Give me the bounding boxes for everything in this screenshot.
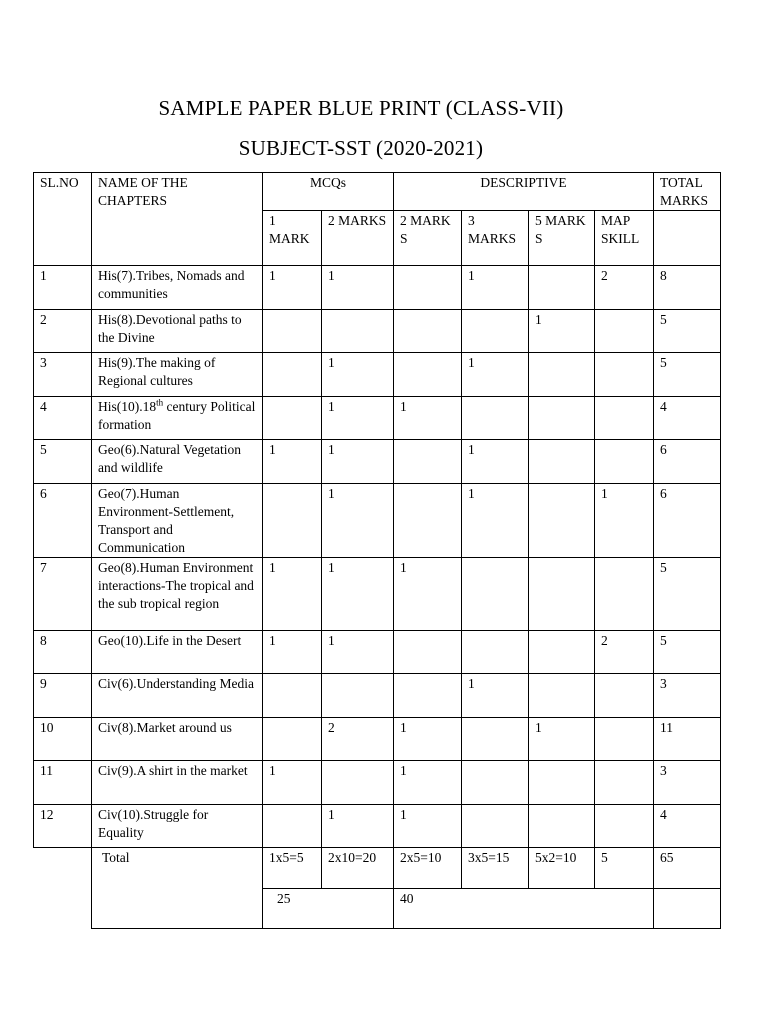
table-row bbox=[34, 558, 721, 631]
cell-mcq-1 bbox=[263, 718, 322, 761]
cell-map: 2 bbox=[595, 631, 654, 674]
cell-map bbox=[595, 718, 654, 761]
cell-map bbox=[595, 310, 654, 353]
table-row bbox=[34, 310, 721, 353]
cell-mcq-1 bbox=[263, 397, 322, 440]
cell-mcq-2: 1 bbox=[322, 558, 394, 631]
cell-desc-3: 1 bbox=[462, 353, 529, 397]
cell-total: 3 bbox=[654, 674, 721, 718]
cell-mcq-2 bbox=[322, 674, 394, 718]
cell-desc-2: 1 bbox=[394, 397, 462, 440]
cell-chapter: Civ(10).Struggle for Equality bbox=[92, 805, 263, 848]
cell-desc-2 bbox=[394, 440, 462, 484]
cell-desc-2 bbox=[394, 674, 462, 718]
cell-total: 5 bbox=[654, 353, 721, 397]
table-row bbox=[34, 674, 721, 718]
cell-slno: 4 bbox=[34, 397, 92, 440]
cell-desc-5 bbox=[529, 397, 595, 440]
cell-mcq-2: 1 bbox=[322, 397, 394, 440]
cell-slno: 7 bbox=[34, 558, 92, 631]
cell-slno: 1 bbox=[34, 266, 92, 310]
table-row bbox=[34, 484, 721, 558]
cell-desc-5 bbox=[529, 266, 595, 310]
cell-desc-2: 1 bbox=[394, 761, 462, 805]
cell-map: 2 bbox=[595, 266, 654, 310]
cell-mcq-1 bbox=[263, 310, 322, 353]
subheader-desc-2-marks: 2 MARK S bbox=[394, 211, 462, 266]
subheader-desc-5-marks: 5 MARK S bbox=[529, 211, 595, 266]
total-desc-5: 5x2=10 bbox=[529, 848, 595, 889]
subheader-mcq-1-mark: 1 MARK bbox=[263, 211, 322, 266]
cell-mcq-1 bbox=[263, 674, 322, 718]
cell-total: 5 bbox=[654, 631, 721, 674]
cell-chapter: His(7).Tribes, Nomads and communities bbox=[92, 266, 263, 310]
cell-mcq-2: 2 bbox=[322, 718, 394, 761]
blueprint-table bbox=[33, 172, 721, 929]
ordinal-suffix: th bbox=[156, 397, 164, 408]
cell-map bbox=[595, 558, 654, 631]
cell-chapter: Civ(9).A shirt in the market bbox=[92, 761, 263, 805]
header-descriptive: DESCRIPTIVE bbox=[394, 173, 654, 211]
table-row bbox=[34, 718, 721, 761]
cell-desc-3: 1 bbox=[462, 674, 529, 718]
chapter-name-part: His(10).18 bbox=[98, 399, 157, 414]
table-row bbox=[34, 805, 721, 848]
cell-total: 6 bbox=[654, 484, 721, 558]
table-row bbox=[34, 266, 721, 310]
cell-desc-2 bbox=[394, 310, 462, 353]
cell-chapter: Civ(6).Understanding Media bbox=[92, 674, 263, 718]
cell-desc-3 bbox=[462, 805, 529, 848]
total-blank-slno bbox=[34, 848, 92, 929]
cell-desc-3: 1 bbox=[462, 440, 529, 484]
cell-total: 6 bbox=[654, 440, 721, 484]
cell-chapter: Geo(8).Human Environment interactions-The tropical and the sub tropical region bbox=[92, 558, 263, 631]
subheader-map-skill: MAP SKILL bbox=[595, 211, 654, 266]
cell-desc-5 bbox=[529, 761, 595, 805]
cell-map bbox=[595, 805, 654, 848]
cell-chapter: Geo(10).Life in the Desert bbox=[92, 631, 263, 674]
cell-desc-2: 1 bbox=[394, 558, 462, 631]
cell-desc-3: 1 bbox=[462, 484, 529, 558]
cell-total: 3 bbox=[654, 761, 721, 805]
table-row bbox=[34, 353, 721, 397]
cell-mcq-2: 1 bbox=[322, 631, 394, 674]
table-row bbox=[34, 440, 721, 484]
cell-slno: 3 bbox=[34, 353, 92, 397]
table-body bbox=[34, 173, 721, 929]
total-map: 5 bbox=[595, 848, 654, 889]
cell-desc-5: 1 bbox=[529, 310, 595, 353]
cell-mcq-1: 1 bbox=[263, 440, 322, 484]
cell-mcq-1 bbox=[263, 805, 322, 848]
cell-desc-2 bbox=[394, 631, 462, 674]
cell-map bbox=[595, 353, 654, 397]
cell-total: 4 bbox=[654, 805, 721, 848]
cell-chapter bbox=[92, 397, 263, 440]
header-mcqs: MCQs bbox=[263, 173, 394, 211]
cell-slno: 11 bbox=[34, 761, 92, 805]
cell-total: 5 bbox=[654, 310, 721, 353]
cell-mcq-1: 1 bbox=[263, 761, 322, 805]
cell-mcq-1 bbox=[263, 353, 322, 397]
total-desc-2: 2x5=10 bbox=[394, 848, 462, 889]
cell-mcq-2: 1 bbox=[322, 484, 394, 558]
cell-slno: 6 bbox=[34, 484, 92, 558]
cell-slno: 2 bbox=[34, 310, 92, 353]
cell-desc-5 bbox=[529, 484, 595, 558]
cell-slno: 5 bbox=[34, 440, 92, 484]
total-grand: 65 bbox=[654, 848, 721, 889]
cell-desc-3 bbox=[462, 761, 529, 805]
cell-slno: 9 bbox=[34, 674, 92, 718]
cell-chapter: His(8).Devotional paths to the Divine bbox=[92, 310, 263, 353]
cell-mcq-2: 1 bbox=[322, 266, 394, 310]
cell-chapter: Civ(8).Market around us bbox=[92, 718, 263, 761]
cell-desc-5 bbox=[529, 631, 595, 674]
total-mcq-2: 2x10=20 bbox=[322, 848, 394, 889]
cell-desc-2 bbox=[394, 266, 462, 310]
cell-desc-3 bbox=[462, 310, 529, 353]
page-title: SAMPLE PAPER BLUE PRINT (CLASS-VII) bbox=[158, 96, 564, 120]
cell-mcq-1 bbox=[263, 484, 322, 558]
cell-desc-2: 1 bbox=[394, 805, 462, 848]
page-subtitle: SUBJECT-SST (2020-2021) bbox=[238, 136, 484, 160]
cell-desc-3: 1 bbox=[462, 266, 529, 310]
header-row bbox=[34, 173, 721, 211]
cell-map bbox=[595, 761, 654, 805]
cell-desc-5 bbox=[529, 805, 595, 848]
cell-map bbox=[595, 674, 654, 718]
cell-map bbox=[595, 440, 654, 484]
cell-desc-3 bbox=[462, 631, 529, 674]
cell-desc-5 bbox=[529, 674, 595, 718]
cell-desc-3 bbox=[462, 718, 529, 761]
cell-mcq-2: 1 bbox=[322, 805, 394, 848]
cell-desc-5 bbox=[529, 353, 595, 397]
total-row bbox=[34, 848, 721, 889]
subtotal-descriptive: 40 bbox=[394, 889, 654, 929]
header-total-marks: TOTAL MARKS bbox=[654, 173, 721, 211]
cell-map: 1 bbox=[595, 484, 654, 558]
total-label: Total bbox=[92, 848, 263, 929]
cell-slno: 8 bbox=[34, 631, 92, 674]
cell-mcq-1: 1 bbox=[263, 266, 322, 310]
cell-map bbox=[595, 397, 654, 440]
cell-total: 4 bbox=[654, 397, 721, 440]
table-row bbox=[34, 631, 721, 674]
subtotal-mcq: 25 bbox=[263, 889, 394, 929]
table-row bbox=[34, 397, 721, 440]
subheader-mcq-2-marks: 2 MARKS bbox=[322, 211, 394, 266]
cell-total: 11 bbox=[654, 718, 721, 761]
cell-slno: 10 bbox=[34, 718, 92, 761]
cell-desc-5 bbox=[529, 558, 595, 631]
cell-desc-2 bbox=[394, 484, 462, 558]
cell-desc-5 bbox=[529, 440, 595, 484]
subheader-desc-3-marks: 3 MARKS bbox=[462, 211, 529, 266]
cell-mcq-1: 1 bbox=[263, 631, 322, 674]
subtotal-blank bbox=[654, 889, 721, 929]
cell-desc-5: 1 bbox=[529, 718, 595, 761]
cell-desc-3 bbox=[462, 397, 529, 440]
total-desc-3: 3x5=15 bbox=[462, 848, 529, 889]
subheader-total-empty bbox=[654, 211, 721, 266]
total-mcq-1: 1x5=5 bbox=[263, 848, 322, 889]
cell-mcq-1: 1 bbox=[263, 558, 322, 631]
cell-mcq-2: 1 bbox=[322, 440, 394, 484]
header-slno: SL.NO bbox=[34, 173, 92, 266]
cell-total: 8 bbox=[654, 266, 721, 310]
cell-desc-2 bbox=[394, 353, 462, 397]
cell-chapter: Geo(7).Human Environment-Settlement, Transport and Communication bbox=[92, 484, 263, 558]
cell-desc-3 bbox=[462, 558, 529, 631]
cell-desc-2: 1 bbox=[394, 718, 462, 761]
cell-chapter: Geo(6).Natural Vegetation and wildlife bbox=[92, 440, 263, 484]
cell-total: 5 bbox=[654, 558, 721, 631]
cell-slno: 12 bbox=[34, 805, 92, 848]
chapter-name-part: century Political formation bbox=[98, 399, 256, 432]
cell-mcq-2 bbox=[322, 761, 394, 805]
header-chapters: NAME OF THE CHAPTERS bbox=[92, 173, 263, 266]
cell-mcq-2 bbox=[322, 310, 394, 353]
table-row bbox=[34, 761, 721, 805]
cell-chapter: His(9).The making of Regional cultures bbox=[92, 353, 263, 397]
cell-mcq-2: 1 bbox=[322, 353, 394, 397]
